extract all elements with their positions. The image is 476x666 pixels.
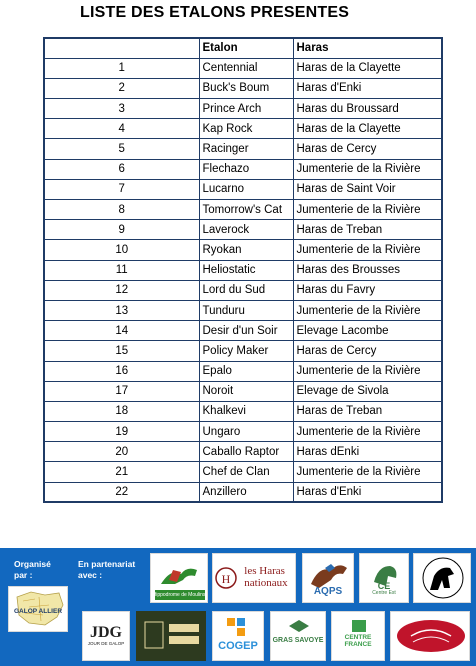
- galop-allier-logo: [8, 586, 68, 632]
- stallion-name: Policy Maker: [199, 341, 293, 361]
- row-number: 22: [44, 482, 199, 502]
- gras-savoye-logo: [270, 611, 326, 661]
- row-number: 3: [44, 99, 199, 119]
- haras-name: Haras de Saint Voir: [293, 179, 442, 199]
- association-logo: [413, 553, 471, 603]
- row-number: 7: [44, 179, 199, 199]
- haras-name: Haras de Cercy: [293, 341, 442, 361]
- table-row: [44, 422, 442, 442]
- stallion-name: Laverock: [199, 220, 293, 240]
- table-row: [44, 119, 442, 139]
- row-number: 1: [44, 58, 199, 78]
- hippodrome-text: Hippodrome de Moulins: [152, 592, 206, 599]
- table-row: [44, 401, 442, 421]
- stallion-name: Racinger: [199, 139, 293, 159]
- horse-silhouette-icon: [414, 554, 471, 603]
- svg-text:H: H: [221, 572, 231, 586]
- haras-name: Jumenterie de la Rivière: [293, 300, 442, 320]
- haras-name: Haras du Broussard: [293, 99, 442, 119]
- haras-name: Haras des Brousses: [293, 260, 442, 280]
- ce-text: CE: [377, 580, 391, 591]
- haras-nationaux-logo: [212, 553, 296, 603]
- row-number: 11: [44, 260, 199, 280]
- header-etalon: Etalon: [199, 38, 293, 58]
- cogep-logo: [212, 611, 264, 661]
- partner-label: En partenariat avec :: [78, 559, 136, 580]
- haras-name: Haras de Cercy: [293, 139, 442, 159]
- stallion-name: Noroit: [199, 381, 293, 401]
- row-number: 5: [44, 139, 199, 159]
- jdg-logo: [82, 611, 130, 661]
- haras-name: Jumenterie de la Rivière: [293, 462, 442, 482]
- table-row: [44, 200, 442, 220]
- table-row: [44, 179, 442, 199]
- table-row: [44, 321, 442, 341]
- stallion-name: Lord du Sud: [199, 280, 293, 300]
- stallion-name: Buck's Boum: [199, 78, 293, 98]
- row-number: 6: [44, 159, 199, 179]
- haras-name: Haras de la Clayette: [293, 119, 442, 139]
- haras-name: Haras d'Enki: [293, 78, 442, 98]
- row-number: 18: [44, 401, 199, 421]
- table-row: [44, 220, 442, 240]
- emblem-icon: [137, 612, 206, 661]
- green-sponsor-logo: [136, 611, 206, 661]
- row-number: 10: [44, 240, 199, 260]
- haras-name: Haras de la Clayette: [293, 58, 442, 78]
- hippodrome-logo: [150, 553, 208, 603]
- red-badge-icon: [391, 612, 470, 661]
- table-row: [44, 260, 442, 280]
- haras-line2: nationaux: [244, 577, 288, 589]
- row-number: 15: [44, 341, 199, 361]
- haras-name: Jumenterie de la Rivière: [293, 200, 442, 220]
- stallion-name: Prince Arch: [199, 99, 293, 119]
- row-number: 8: [44, 200, 199, 220]
- row-number: 12: [44, 280, 199, 300]
- haras-line1: les Haras: [244, 565, 285, 578]
- stallion-name: Tomorrow's Cat: [199, 200, 293, 220]
- stallion-name: Kap Rock: [199, 119, 293, 139]
- row-number: 9: [44, 220, 199, 240]
- row-number: 16: [44, 361, 199, 381]
- haras-name: Haras d'Enki: [293, 482, 442, 502]
- organised-by-label: Organisé par :: [14, 559, 51, 580]
- aqps-logo: [302, 553, 354, 603]
- stallion-name: Tunduru: [199, 300, 293, 320]
- row-number: 19: [44, 422, 199, 442]
- row-number: 14: [44, 321, 199, 341]
- stallion-name: Epalo: [199, 361, 293, 381]
- table-row: [44, 462, 442, 482]
- aqps-text: AQPS: [313, 585, 343, 597]
- table-row: [44, 442, 442, 462]
- sponsor-footer: [0, 548, 476, 666]
- table-row: [44, 280, 442, 300]
- stallion-name: Desir d'un Soir: [199, 321, 293, 341]
- row-number: 4: [44, 119, 199, 139]
- stallion-name: Centennial: [199, 58, 293, 78]
- gras-savoye-text: GRAS SAVOYE: [272, 637, 324, 645]
- haras-name: Haras de Treban: [293, 401, 442, 421]
- row-number: 17: [44, 381, 199, 401]
- centre-france-logo: [331, 611, 385, 661]
- haras-name: Jumenterie de la Rivière: [293, 240, 442, 260]
- stallion-name: Ungaro: [199, 422, 293, 442]
- row-number: 2: [44, 78, 199, 98]
- table-row: [44, 99, 442, 119]
- haras-name: Haras du Favry: [293, 280, 442, 300]
- table-row: [44, 159, 442, 179]
- stallion-name: Anzillero: [199, 482, 293, 502]
- centre-france-text: CENTRE FRANCE: [344, 634, 372, 648]
- centre-est-text: Centre Est: [372, 590, 396, 597]
- haras-name: Jumenterie de la Rivière: [293, 422, 442, 442]
- page-title: LISTE DES ETALONS PRESENTES: [80, 4, 350, 21]
- table-row: [44, 341, 442, 361]
- stallions-table: [43, 37, 443, 503]
- stallion-name: Chef de Clan: [199, 462, 293, 482]
- table-row: [44, 381, 442, 401]
- stallion-name: Heliostatic: [199, 260, 293, 280]
- header-haras: Haras: [293, 38, 442, 58]
- jdg-sub-text: JOUR DE GALOP: [87, 641, 125, 647]
- haras-name: Elevage Lacombe: [293, 321, 442, 341]
- table-header-row: [44, 38, 442, 58]
- table-row: [44, 482, 442, 502]
- row-number: 21: [44, 462, 199, 482]
- haras-name: Haras de Treban: [293, 220, 442, 240]
- table-row: [44, 139, 442, 159]
- haras-name: Jumenterie de la Rivière: [293, 159, 442, 179]
- table-row: [44, 58, 442, 78]
- haras-name: Elevage de Sivola: [293, 381, 442, 401]
- cogep-squares-icon: [213, 612, 264, 661]
- stallion-name: Khalkevi: [199, 401, 293, 421]
- table-row: [44, 78, 442, 98]
- table-row: [44, 300, 442, 320]
- red-sponsor-logo: [390, 611, 470, 661]
- row-number: 13: [44, 300, 199, 320]
- cogep-text: COGEP: [218, 640, 258, 653]
- haras-name: Haras dEnki: [293, 442, 442, 462]
- stallion-name: Lucarno: [199, 179, 293, 199]
- header-number: [44, 38, 199, 58]
- table-row: [44, 240, 442, 260]
- table-row: [44, 361, 442, 381]
- haras-name: Jumenterie de la Rivière: [293, 361, 442, 381]
- centre-est-logo: [359, 553, 409, 603]
- stallion-name: Caballo Raptor: [199, 442, 293, 462]
- jdg-text: JDG: [89, 624, 122, 642]
- stallion-name: Flechazo: [199, 159, 293, 179]
- galop-allier-text: GALOP ALLIER: [13, 607, 63, 615]
- row-number: 20: [44, 442, 199, 462]
- stallion-name: Ryokan: [199, 240, 293, 260]
